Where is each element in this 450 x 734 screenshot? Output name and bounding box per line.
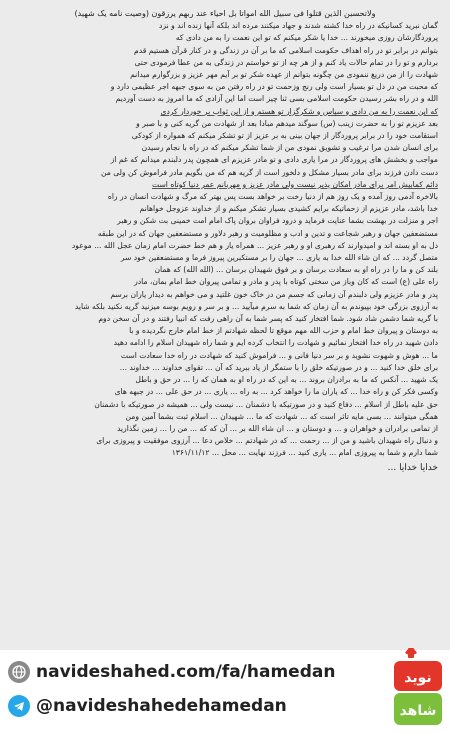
letter-line: استقامت خود را در برابر پروردگار از جهان بینی به بر عزیز از تو تشکر میکنم که همواره از کودکی (131, 131, 438, 141)
letter-line: همگی میتوانند ... بسی مایه تاثر است که ... شهادت که ما ... شهیدان ... اسلام ثبت بشما آمین ومن (125, 411, 438, 421)
letter-line: شما دارم و شما به پیروزی امام ... یاری کنید ... فرزند نهایت ... محل ... ۱۳۶۱/۱۱/۱۲ (171, 448, 438, 458)
letter-line: وکسی فکر کن و راه خدا ... که یاران ما را خواهد کرد ... به راه ... یاری ... در حق علی ... در جبهه های (114, 387, 438, 397)
signature: خدایا خدایا ... (387, 462, 438, 473)
letter-line: مواجب و بخشش های پروردگار در مرا یاری دادی و تو مادر عزیزم ای همچون پدر دلبندم میدانم که غم از (110, 155, 438, 165)
letter-line: یک شهید ... آنکس که ما به برادران بروند ... به این که در راه او به همان که را ... در حق و باطل (135, 375, 438, 385)
letter-line: دست دادن فرزند برای مادر بسیار مشکل و دلخور است از گریه هم که من بگویم مادر فراموش کن ولی من (101, 167, 438, 177)
letter-line: و دنبال راه شهیدان باشید و من از ... رحمت ... که در شهادتم ... خلاص دعا ... آرزوی موفقیت و پیروزی برای (96, 436, 438, 446)
telegram-icon (8, 695, 30, 717)
letter-line: به دوستان و پیروان خط امام و حزب الله مهم موقع تا لحظه شهادتم از خط امام خارج نگردیده و با (129, 326, 438, 336)
letter-line: برای خلق خدا کنید ... و در صورتیکه خلق را با ستمگر از یاد ببرید که آن ... تقوای خداوند ... خداوند ... (119, 362, 438, 372)
letter-line: متصل گردد ... که ان شاء الله خدا به یاری ... جهان را بر مستکبرین پیروز فرما و مستضعفین خود سر (120, 253, 438, 263)
letter-line: به آرزوی بزرگی خود بپیوندم به آن زمان که شما به سرم میآیید ... و بر سر و رویم بوسه میزنید گریه نکنید بلکه شاید (74, 301, 438, 311)
letter-line: که این نعمت را به من دادی و سپاس و شکرگزار تو هستم و از این ثواب بر خوردار کردی (160, 106, 438, 116)
navid-shahed-logo (392, 645, 444, 731)
letter-line: پروردگارشان روزی میخورند ... خدا یا شکر میکنم که تو این نعمت را به من دادی که (175, 33, 438, 43)
letter-line: ما ... هوش و شهوت نشوید و بر سر دنیا فانی و ... فراموش کنید که شهادت در راه خدا سعادت است (120, 350, 438, 360)
telegram-text: @navideshahedehamedan (36, 696, 287, 716)
telegram-link[interactable] (8, 694, 287, 718)
signature-row (12, 462, 438, 474)
letter-line: دادن شهید در راه خدا افتخار نمائیم و شهادت را انتخاب کرده ایم و شما راه شهیدان اسلام را ادامه دهید (113, 338, 438, 348)
letter-line: اجر و منزلت در بهشت بشما عنایت فرماید و درود فراوان بروان پاک امام امت خمینی بت شکن و رهبر (117, 216, 438, 226)
letter-line: که محبت من در دل تو بسیار است ولی رنج وزحمت تو در راه رفتن من به سوی جبهه اجر عظیمی دارد و (110, 82, 438, 92)
letter-line: بعد عزیزم تو را به حضرت زینب (س) سوگند میدهم مبادا بعد از شهادت من گریه کنی و با صبر و (136, 118, 438, 128)
letter-line: راه علی (ع) است که کان وباز من سختی کوتاه با پدر و مادر و تمامی پیروان خط امام بمان، مادر (134, 277, 438, 287)
letter-line: بلند کن و ما را در راه او به سعادت برسان و بر فوق شهیدان برسان ... (الله الله) که همان (154, 265, 438, 275)
letter-line: حق علیه باطل از اسلام ... دفاع کنید و در صورتیکه با دشمنان ... نیست ولی ... همیشه در صورتیکه با دشمنان (94, 399, 438, 409)
letter-line: شهادت را از من دریغ ننمودی من چگونه بتوانم از عهده شکر تو بر آیم مهر عزیز و بزرگوارم میدانم (130, 70, 438, 80)
letter-line: گمان نبرید کسانیکه در راه خدا کشته شدند و جهاد میکنند مرده اند بلکه آنها زنده اند و نزد (159, 21, 438, 31)
letter-line: بتوانم در برابر تو در راه اهداف حکومت اسلامی که ما بر آن در زندگی و در کنار قرآن هستیم قدم (134, 45, 438, 55)
letter-line: مستضعفین جهان و رهبر شجاعت و تدین و ادب و مظلومیت و رهبر دلاور و مستضعفین جهان که در این طبقه (97, 228, 438, 238)
letter-line: پدر و مادر عزیزم ولی دلبندم آن زمانی که جسم من در خاک خون غلتید و می خواهم به دیدار یاران برسم (110, 289, 438, 299)
logo-tulip-icon (405, 648, 417, 655)
logo-word-1: نوید (404, 670, 432, 686)
website-link[interactable] (8, 660, 335, 684)
logo-word-2: شاهد (399, 703, 437, 719)
letter-line: خدا باشد، مادر عزیزم از زحماتیکه برایم کشیدی بسیار تشکر میکنم و از خداوند عزوجل خواهانم (139, 204, 438, 214)
footer-bar (0, 650, 450, 734)
globe-icon (8, 661, 30, 683)
letter-line: از تمامی برادران و خواهران و ... و دوستان و ... ان شاء الله بر ... آن که که ... من را ... زمین نگذارید (116, 423, 438, 433)
website-text: navideshahed.com/fa/hamedan (36, 662, 336, 682)
letter-line: بردارم و تو را در تمام حالات یاد کنم و از هر چه از تو خواستم در زندگی به من عطا فرمودی حتی (134, 57, 438, 67)
letter-header: ولاتحسبن الذين قتلوا فی سبیل الله امواتا بل احیاء عند ربهم یرزقون (وصیت نامه یک شهید) (74, 9, 376, 18)
letter-line: الله و در راه بشر رسیدن حکومت اسلامی بسی ثنا چیز است اما این آزادی که ما امروز به دست آوردیم (115, 94, 438, 104)
letter-line: بالاخره آدمی روز آمده و یک روز هم از دنیا رخت بر خواهد بست پس بهتر که مرگ و شهادت انسان در راه (107, 192, 438, 202)
letter-line: دل به او بسته اند و امیدوارند که رهبری او و رهبر عزیز ... همراه یار و هم خط حضرت امام زمان عجل الله ... موعود (71, 240, 438, 250)
letter-body (12, 8, 438, 642)
letter-line: برای انسان شدن مرا ترغیب و تشویق نمودی من از شما تشکر میکنم که در راه با نجام رسیدن (141, 143, 438, 153)
letter-line: با گریه شما دشمن شاد شود. شما افتخار کنید که پسر شما به آن راهی رفت که انبیا رفتند و در آن سخن دوم (98, 314, 438, 324)
letter-lines (12, 20, 438, 459)
letter-line: دائم کمابیش امر برای مادر امکان پذیر نیست ولی مادر عزیز و مهربانم عمر دنیا کوتاه است (151, 179, 438, 189)
